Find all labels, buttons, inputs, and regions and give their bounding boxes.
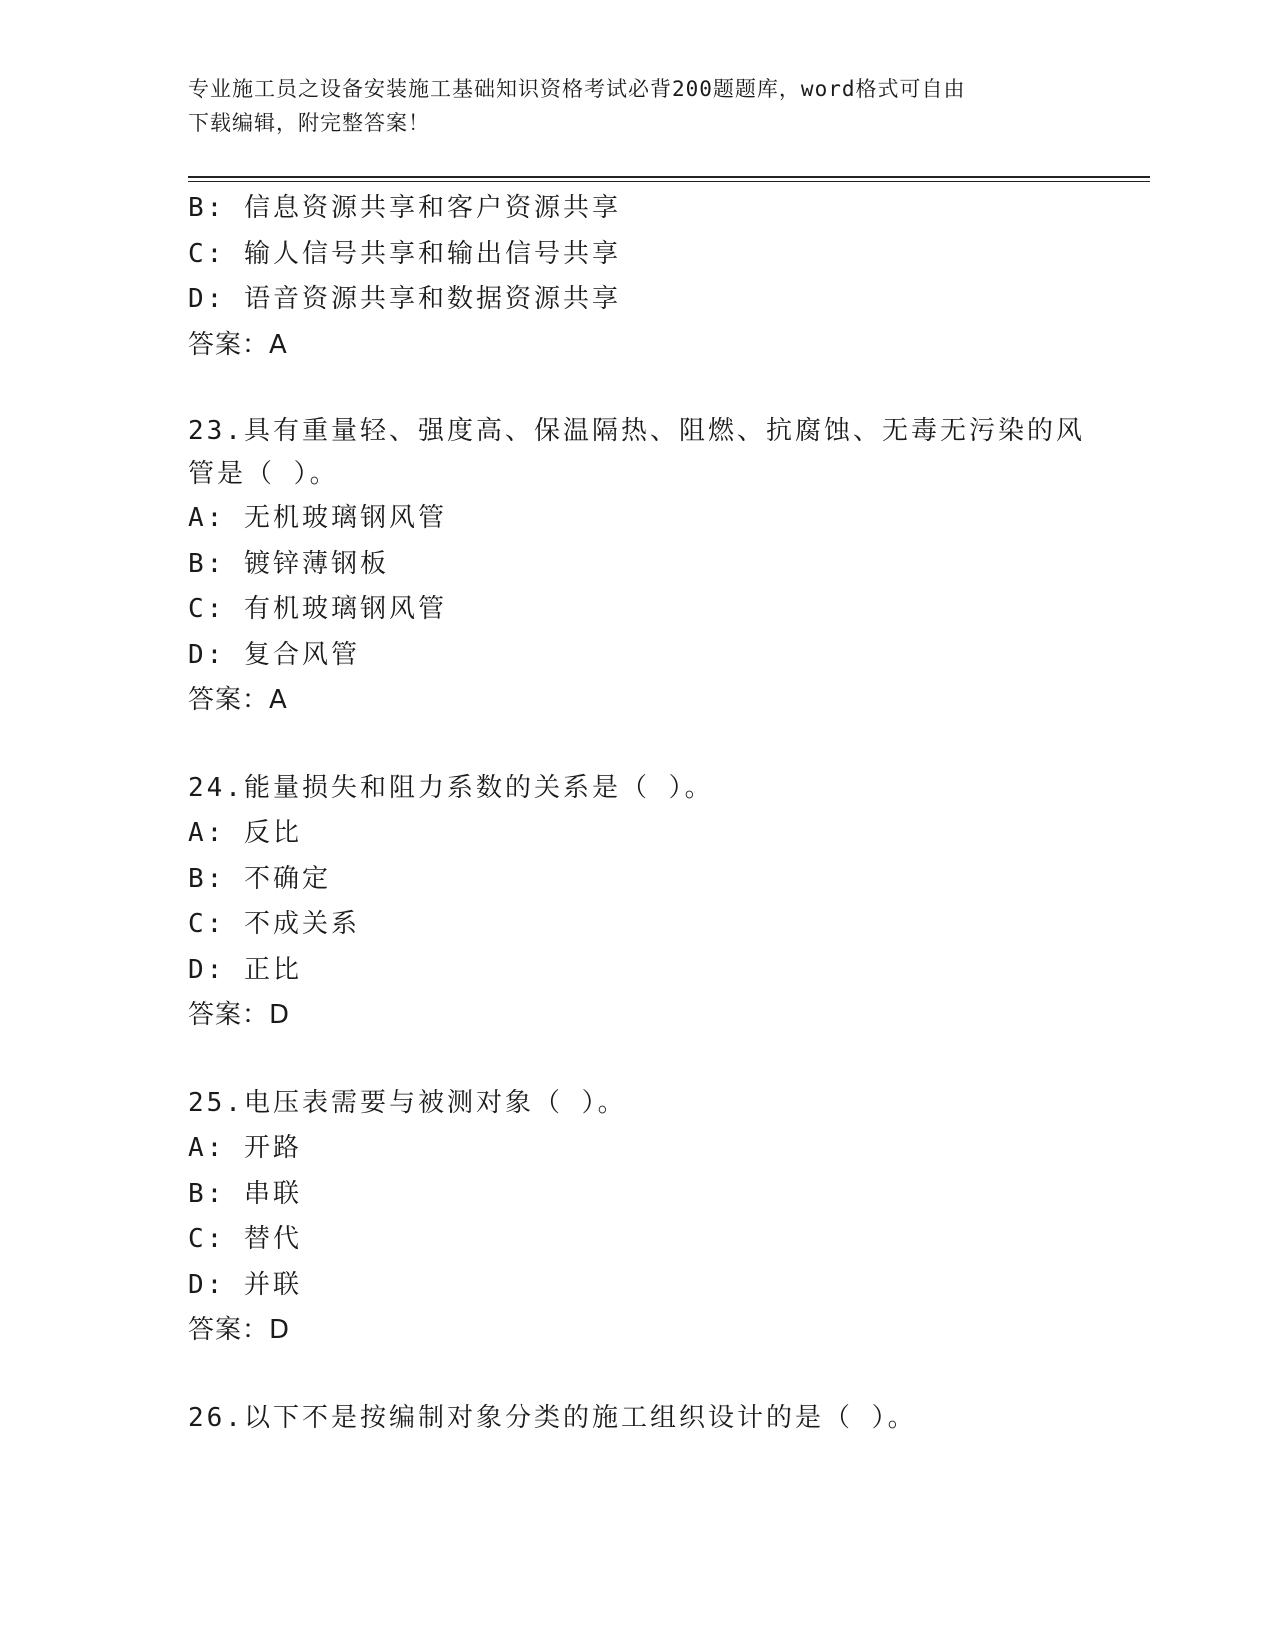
option-a: A: 开路 xyxy=(188,1133,302,1163)
option-d: D: 并联 xyxy=(188,1269,302,1300)
option-b: B: 不确定 xyxy=(188,863,331,894)
question-stem: 24.能量损失和阻力系数的关系是（ ）。 xyxy=(188,772,714,803)
header-line-1: 专业施工员之设备安装施工基础知识资格考试必背200题题库，word格式可自由 xyxy=(188,77,966,101)
option-c: C: 有机玻璃钢风管 xyxy=(188,594,447,624)
option-d: D: 语音资源共享和数据资源共享 xyxy=(188,284,621,314)
option-b: B: 信息资源共享和客户资源共享 xyxy=(188,193,621,223)
question-stem: 26.以下不是按编制对象分类的施工组织设计的是（ ）。 xyxy=(188,1402,917,1433)
answer: 答案：D xyxy=(188,1315,291,1345)
header-line-2: 下载编辑，附完整答案！ xyxy=(188,111,430,135)
answer: 答案：A xyxy=(188,685,288,715)
option-b: B: 串联 xyxy=(188,1178,302,1209)
question-list xyxy=(188,186,1088,1441)
question-23 xyxy=(188,410,1088,724)
option-d: D: 正比 xyxy=(188,954,302,985)
question-stem xyxy=(188,410,1088,496)
question-24 xyxy=(188,766,1088,1039)
document-header xyxy=(188,72,1088,140)
option-c: C: 输人信号共享和输出信号共享 xyxy=(188,238,621,269)
header-divider-thin xyxy=(188,181,1150,182)
option-a: A: 反比 xyxy=(188,818,302,848)
question-26 xyxy=(188,1396,1088,1442)
answer: 答案：D xyxy=(188,1000,291,1030)
option-d: D: 复合风管 xyxy=(188,639,360,670)
header-divider xyxy=(188,176,1150,178)
option-a: A: 无机玻璃钢风管 xyxy=(188,503,447,533)
option-c: C: 替代 xyxy=(188,1224,302,1254)
question-25 xyxy=(188,1081,1088,1354)
answer: 答案：A xyxy=(188,329,288,360)
question-stem: 25.电压表需要与被测对象（ ）。 xyxy=(188,1087,627,1118)
question-stem-line-2: 管是（ ）。 xyxy=(188,459,339,489)
option-c: C: 不成关系 xyxy=(188,909,360,939)
option-b: B: 镀锌薄钢板 xyxy=(188,548,389,579)
question-22-tail xyxy=(188,186,1088,368)
question-stem-line-1: 23.具有重量轻、强度高、保温隔热、阻燃、抗腐蚀、无毒无污染的风 xyxy=(188,416,1085,446)
